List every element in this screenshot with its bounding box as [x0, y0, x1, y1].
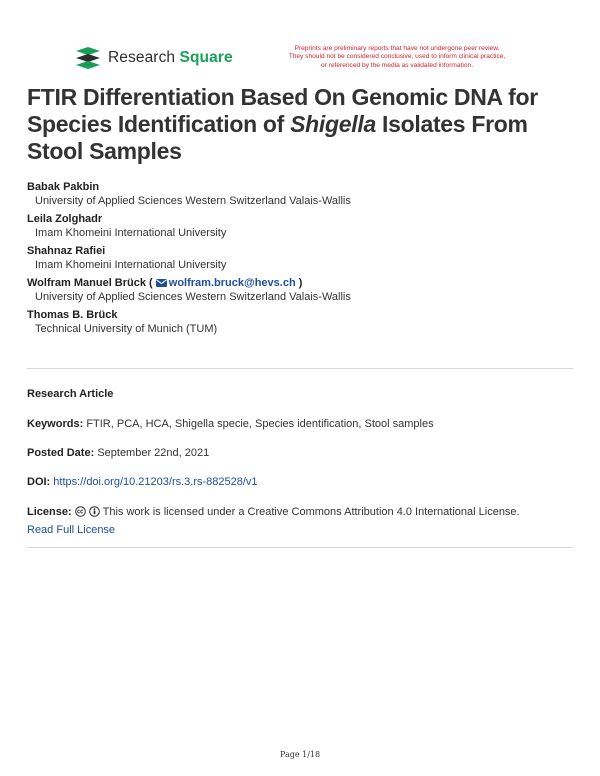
- paper-title: FTIR Differentiation Based On Genomic DNA for Species Identification of Shigella Isolates From Stool Samples: [27, 84, 538, 164]
- author-name-corresponding: Wolfram Manuel Brück ( wolfram.bruck@hevs.ch ): [27, 277, 303, 289]
- author-name: Shahnaz Rafiei: [27, 245, 106, 257]
- author-email-link[interactable]: wolfram.bruck@hevs.ch: [156, 277, 296, 289]
- author-name: Thomas B. Brück: [27, 309, 118, 321]
- license-link-row: [27, 524, 115, 536]
- author-name: Babak Pakbin: [27, 181, 100, 193]
- license-text: This work is licensed under a Creative Commons Attribution 4.0 International License.: [102, 506, 520, 518]
- page-number: Page 1/18: [279, 750, 321, 759]
- article-type: Research Article: [27, 388, 114, 400]
- doi: DOI: https://doi.org/10.21203/rs.3.rs-882528/v1: [27, 476, 258, 488]
- research-square-logo[interactable]: [74, 46, 233, 70]
- author-name: Leila Zolghadr: [27, 213, 103, 225]
- author-affiliation: Technical University of Munich (TUM): [35, 323, 218, 335]
- divider: [27, 547, 573, 548]
- preprint-notice: [262, 45, 532, 70]
- mail-icon: [156, 279, 167, 287]
- notice-line: or referenced by the media as validated information.: [320, 61, 474, 69]
- license: License: This work is licensed under a Creative Commons Attribution 4.0 International License.: [27, 506, 520, 518]
- posted-date: Posted Date: September 22nd, 2021: [27, 447, 210, 459]
- author-list: [27, 180, 567, 340]
- doi-link[interactable]: https://doi.org/10.21203/rs.3.rs-882528/v1: [53, 476, 258, 488]
- author-affiliation: Imam Khomeini International University: [35, 227, 227, 239]
- cc-icon: [75, 506, 86, 517]
- keywords: Keywords: FTIR, PCA, HCA, Shigella specie, Species identification, Stool samples: [27, 418, 434, 430]
- read-full-license-link[interactable]: Read Full License: [27, 524, 116, 536]
- author-affiliation: University of Applied Sciences Western Switzerland Valais-Wallis: [35, 195, 351, 207]
- notice-line: They should not be considered conclusive, used to inform clinical practice,: [288, 53, 506, 61]
- logo-text: Research Square: [108, 49, 233, 66]
- cc-by-icon: [89, 506, 100, 517]
- research-square-logo-icon: [74, 46, 102, 70]
- divider: [27, 368, 573, 369]
- author-affiliation: Imam Khomeini International University: [35, 259, 227, 271]
- notice-line: Preprints are preliminary reports that have not undergone peer review.: [294, 45, 500, 52]
- author-affiliation: University of Applied Sciences Western Switzerland Valais-Wallis: [35, 291, 351, 303]
